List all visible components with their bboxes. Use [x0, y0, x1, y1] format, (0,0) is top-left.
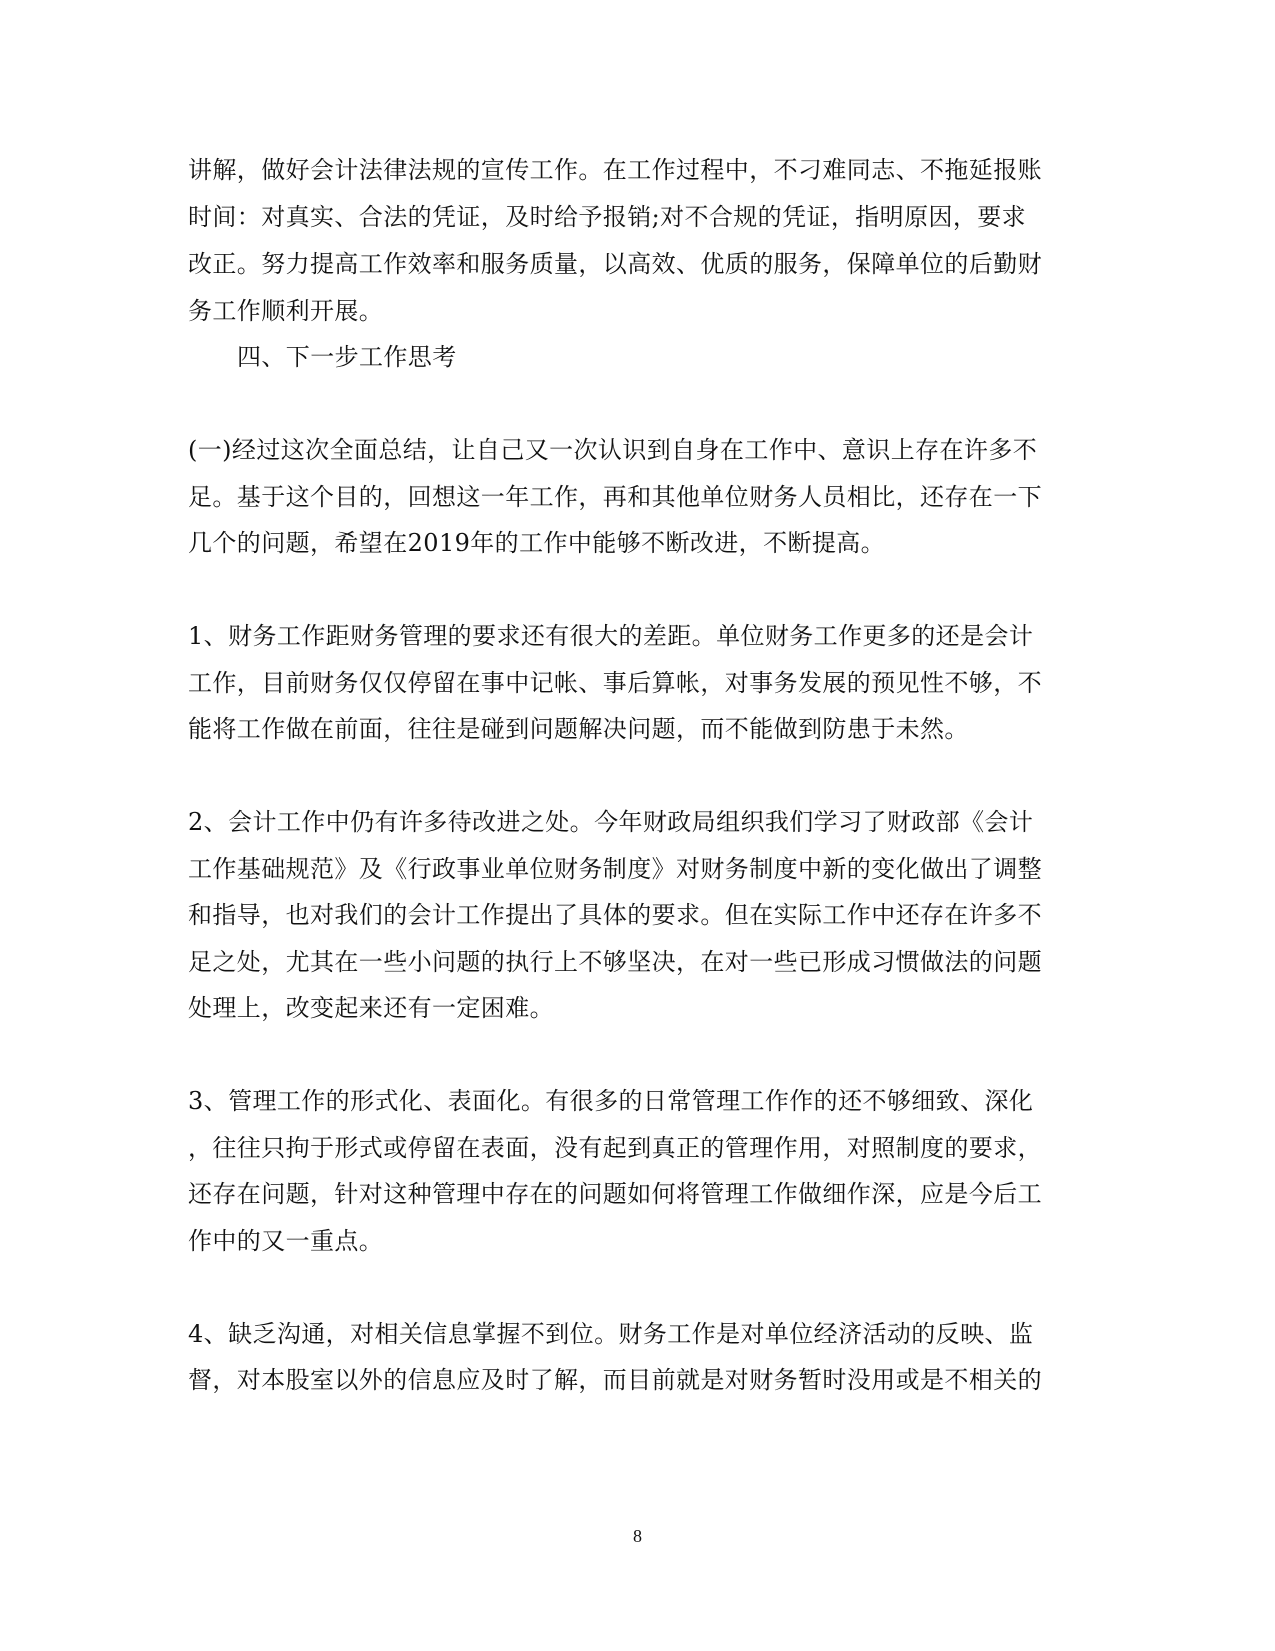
- text-line: 几个的问题，希望在2019年的工作中能够不断改进，不断提高。: [188, 529, 886, 557]
- text-line: 2、会计工作中仍有许多待改进之处。今年财政局组织我们学习了财政部《会计: [188, 808, 1034, 836]
- text-line: 足。基于这个目的，回想这一年工作，再和其他单位财务人员相比，还存在一下: [188, 483, 1042, 511]
- text-line: 作中的又一重点。: [188, 1227, 384, 1255]
- text-line: 和指导，也对我们的会计工作提出了具体的要求。但在实际工作中还存在许多不: [188, 901, 1042, 929]
- text-line: ，往往只拘于形式或停留在表面，没有起到真正的管理作用，对照制度的要求，: [188, 1134, 1042, 1162]
- text-line: 工作，目前财务仅仅停留在事中记帐、事后算帐，对事务发展的预见性不够，不: [188, 669, 1042, 697]
- text-line: 务工作顺利开展。: [188, 297, 384, 325]
- text-line: (一)经过这次全面总结，让自己又一次认识到自身在工作中、意识上存在许多不: [188, 436, 1038, 464]
- text-line: 处理上，改变起来还有一定困难。: [188, 994, 554, 1022]
- text-line: 工作基础规范》及《行政事业单位财务制度》对财务制度中新的变化做出了调整: [188, 855, 1042, 883]
- text-line: 时间：对真实、合法的凭证，及时给予报销;对不合规的凭证，指明原因，要求: [188, 203, 1027, 231]
- text-line: 能将工作做在前面，往往是碰到问题解决问题，而不能做到防患于未然。: [188, 715, 969, 743]
- text-line: 督，对本股室以外的信息应及时了解，而目前就是对财务暂时没用或是不相关的: [188, 1366, 1042, 1394]
- text-line: 还存在问题，针对这种管理中存在的问题如何将管理工作做细作深，应是今后工: [188, 1180, 1042, 1208]
- text-line: 4、缺乏沟通，对相关信息掌握不到位。财务工作是对单位经济活动的反映、监: [188, 1320, 1034, 1348]
- text-line: 1、财务工作距财务管理的要求还有很大的差距。单位财务工作更多的还是会计: [188, 622, 1034, 650]
- text-line: 讲解，做好会计法律法规的宣传工作。在工作过程中，不刁难同志、不拖延报账: [188, 156, 1042, 184]
- text-line: 足之处，尤其在一些小问题的执行上不够坚决，在对一些已形成习惯做法的问题: [188, 948, 1042, 976]
- text-line: 3、管理工作的形式化、表面化。有很多的日常管理工作作的还不够细致、深化: [188, 1087, 1034, 1115]
- page-number: 8: [633, 1526, 642, 1546]
- text-line: 改正。努力提高工作效率和服务质量，以高效、优质的服务，保障单位的后勤财: [188, 250, 1042, 278]
- section-heading: 四、下一步工作思考: [237, 343, 457, 371]
